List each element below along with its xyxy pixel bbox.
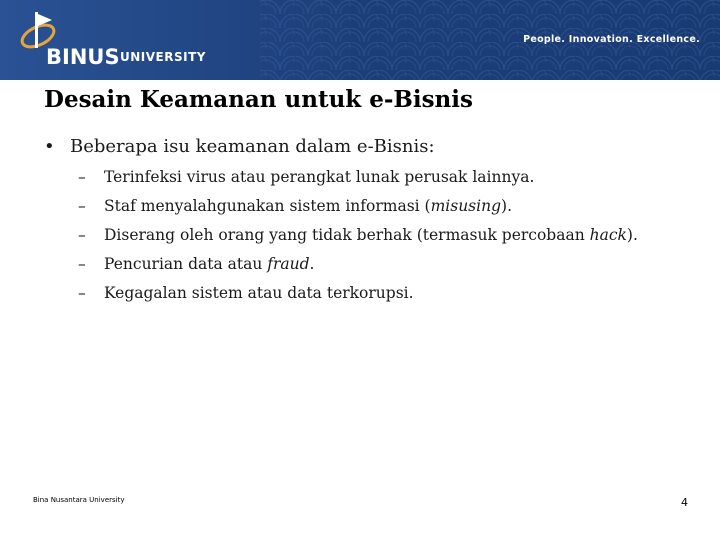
item-tail: . (309, 255, 315, 273)
list-item (78, 168, 638, 197)
list-item (78, 197, 638, 226)
item-tail: ). (501, 197, 512, 215)
item-text: Diserang oleh orang yang tidak berhak (termasuk percobaan (104, 226, 590, 244)
logo-name: BINUS (46, 45, 120, 69)
dash-marker: – (78, 284, 86, 302)
item-text: Pencurian data atau (104, 255, 268, 273)
slide-title: Desain Keamanan untuk e-Bisnis (44, 86, 473, 113)
dash-marker: – (78, 197, 86, 215)
bullet-text: Beberapa isu keamanan dalam e-Bisnis: (70, 136, 435, 157)
dash-marker: – (78, 168, 86, 186)
item-italic-term: misusing (430, 197, 502, 215)
item-text: Terinfeksi virus atau perangkat lunak perusak lainnya. (104, 168, 535, 186)
item-text: Staf menyalahgunakan sistem informasi ( (104, 197, 431, 215)
dash-marker: – (78, 226, 86, 244)
dash-marker: – (78, 255, 86, 273)
list-item (78, 255, 638, 284)
item-italic-term: hack (589, 226, 627, 244)
header-banner (0, 0, 720, 80)
page-number: 4 (681, 496, 688, 509)
list-item (78, 284, 638, 313)
item-italic-term: fraud (267, 255, 310, 273)
footer-organization: Bina Nusantara University (33, 496, 125, 504)
tagline: People. Innovation. Excellence. (523, 34, 700, 45)
main-bullet (44, 136, 435, 157)
bullet-marker: • (44, 136, 55, 157)
list-item (78, 226, 638, 255)
logo-suffix: UNIVERSITY (120, 50, 206, 64)
sub-bullet-list (78, 168, 638, 313)
item-text: Kegagalan sistem atau data terkorupsi. (104, 284, 414, 302)
item-tail: ). (626, 226, 638, 244)
